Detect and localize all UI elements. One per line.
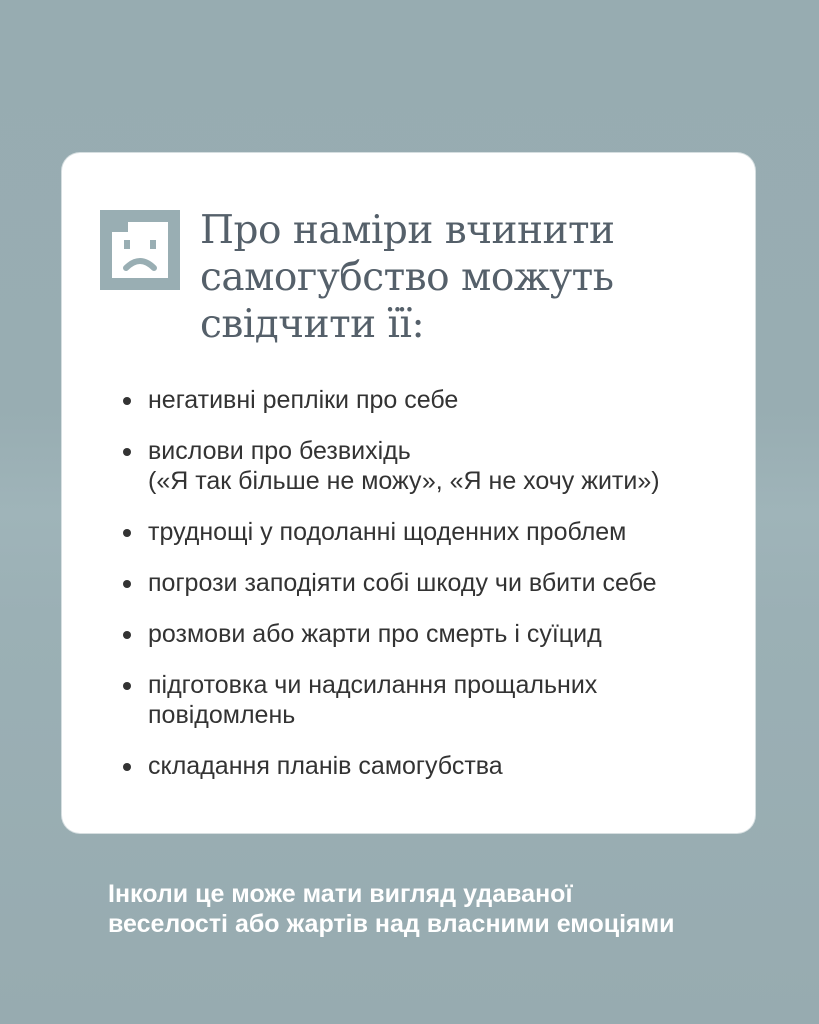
warning-signs-list [120,385,750,802]
list-item [120,670,750,730]
footer-line: Інколи це може мати вигляд удаваної [108,880,573,908]
list-item [120,568,750,598]
footer-note [108,879,788,939]
heading [200,207,720,348]
list-item [120,517,750,547]
bullet-icon [123,682,131,690]
list-item-text: розмови або жарти про смерть і суїцид [148,620,602,648]
heading-line: самогубство можуть [200,255,614,300]
list-item [120,619,750,649]
sad-face-square-icon [100,210,180,290]
list-item [120,385,750,415]
list-item [120,436,750,496]
bullet-icon [123,763,131,771]
bullet-icon [123,631,131,639]
list-item [120,751,750,781]
heading-line: свідчити її: [200,302,425,347]
bullet-icon [123,529,131,537]
list-item-text: негативні репліки про себе [148,386,459,414]
list-item-text: («Я так більше не можу», «Я не хочу жити») [148,467,660,495]
list-item-text: повідомлень [148,701,296,729]
list-item-text: труднощі у подоланні щоденних проблем [148,518,627,546]
list-item-text: складання планів самогубства [148,752,503,780]
list-item-text: вислови про безвихідь [148,437,411,465]
list-item-text: погрози заподіяти собі шкоду чи вбити себе [148,569,657,597]
list-item-text: підготовка чи надсилання прощальних [148,671,598,699]
bullet-icon [123,397,131,405]
heading-line: Про наміри вчинити [200,208,615,253]
bullet-icon [123,448,131,456]
footer-line: веселості або жартів над власними емоціями [108,910,675,938]
bullet-icon [123,580,131,588]
